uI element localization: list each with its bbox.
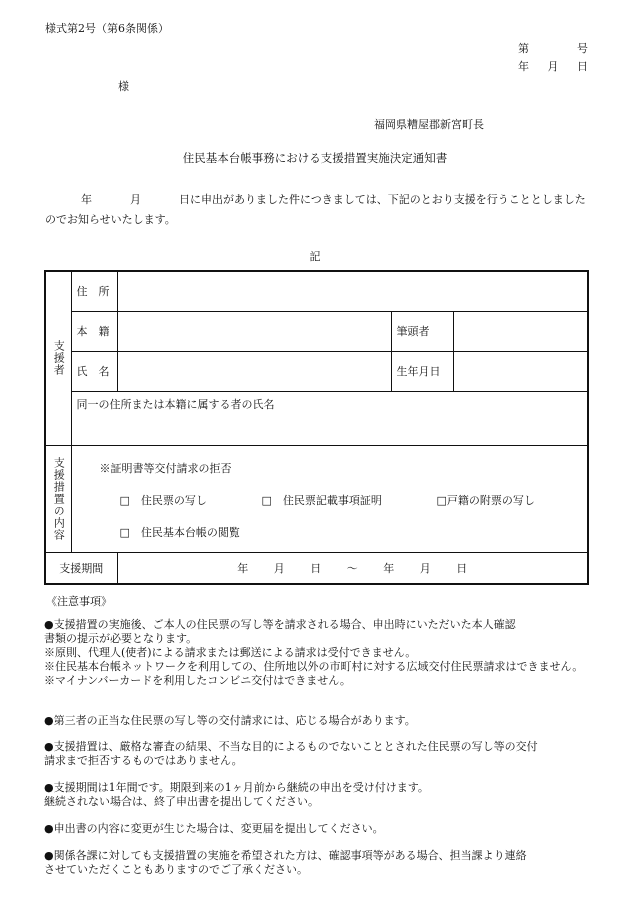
option-koseki-fuhyo-copy[interactable]: □戸籍の附票の写し [436, 493, 535, 507]
note-item: ※原則、代理人(使者)による請求または郵送による請求は受付できません。 [44, 646, 417, 659]
number-prefix: 第 [518, 42, 529, 55]
note-item: 請求まで拒否するものではありません。 [44, 754, 243, 767]
family-names-label: 同一の住所または本籍に属する者の氏名 [76, 397, 275, 411]
period-start-month: 月 [273, 561, 285, 575]
period-start-year: 年 [237, 561, 249, 575]
notes-group-5 [44, 822, 594, 836]
period-end-month: 月 [419, 561, 431, 575]
date-month: 月 [547, 60, 559, 73]
option-juminhyo-copy[interactable]: □ 住民票の写し [119, 493, 207, 507]
notes-heading: 《注意事項》 [46, 595, 112, 608]
head-of-family-field[interactable] [453, 311, 588, 351]
note-item: ※住民基本台帳ネットワークを利用しての、住所地以外の市町村に対する広域交付住民票請求はできません。 [44, 660, 584, 673]
note-item: ●関係各課に対しても支援措置の実施を希望された方は、確認事項等がある場合、担当課より連絡 [44, 849, 527, 862]
support-table [44, 270, 589, 585]
note-item: ●支援措置は、厳格な審査の結果、不当な目的によるものでないこととされた住民票の写し等の交付 [44, 740, 538, 753]
name-field[interactable] [117, 351, 391, 391]
address-field[interactable] [117, 271, 588, 311]
period-end-day: 日 [456, 561, 468, 575]
supporter-label: 支援者 [45, 271, 71, 445]
head-of-family-label: 筆頭者 [391, 311, 453, 351]
honseki-label: 本 籍 [71, 311, 117, 351]
note-item: させていただくこともありますのでご了承ください。 [44, 863, 308, 876]
ki-heading: 記 [309, 250, 321, 263]
date-day: 日 [577, 60, 588, 73]
name-label: 氏 名 [71, 351, 117, 391]
birthdate-label: 生年月日 [391, 351, 453, 391]
family-names-field[interactable] [71, 391, 588, 445]
period-end-year: 年 [383, 561, 395, 575]
period-field[interactable] [117, 552, 588, 584]
number-suffix: 号 [577, 42, 588, 55]
body-month: 月 [130, 193, 141, 206]
addressee-suffix: 様 [118, 80, 129, 93]
notes-group-3 [44, 740, 594, 768]
body-paragraph [45, 190, 590, 230]
note-item: ●支援措置の実施後、ご本人の住民票の写し等を請求される場合、申出時にいただいた本人確認 [44, 618, 516, 631]
notes-group-4 [44, 781, 594, 809]
note-item: 書類の提示が必要となります。 [44, 632, 198, 645]
note-item: ●第三者の正当な住民票の写し等の交付請求には、応じる場合があります。 [44, 714, 416, 727]
notes-group-2 [44, 714, 594, 728]
period-label: 支援期間 [45, 552, 117, 584]
date-year: 年 [518, 60, 529, 73]
notes-group-1 [44, 618, 594, 688]
option-ledger-viewing[interactable]: □ 住民基本台帳の閲覧 [119, 525, 240, 539]
issuer-name: 福岡県糟屋郡新宮町長 [374, 118, 484, 131]
honseki-field[interactable] [117, 311, 391, 351]
note-item: ※マイナンバーカードを利用したコンビニ交付はできません。 [44, 674, 351, 687]
measures-label: 支援措置の内容 [45, 445, 71, 552]
form-number: 様式第2号（第6条関係） [45, 22, 169, 35]
note-item: ●申出書の内容に変更が生じた場合は、変更届を提出してください。 [44, 822, 384, 835]
period-start-day: 日 [310, 561, 322, 575]
address-label: 住 所 [71, 271, 117, 311]
option-juminhyo-certificate[interactable]: □ 住民票記載事項証明 [261, 493, 382, 507]
body-year: 年 [81, 193, 92, 206]
notes-group-6 [44, 849, 594, 877]
document-title: 住民基本台帳事務における支援措置実施決定通知書 [182, 151, 448, 165]
period-tilde: 〜 [346, 561, 358, 575]
birthdate-field[interactable] [453, 351, 588, 391]
note-item: ●支援期間は1年間です。期限到来の1ヶ月前から継続の申出を受け付けます。 [44, 781, 429, 794]
measures-content [71, 445, 588, 552]
note-item: 継続されない場合は、終了申出書を提出してください。 [44, 795, 319, 808]
issue-date-line [518, 58, 588, 74]
measures-title: ※証明書等交付請求の拒否 [99, 461, 232, 475]
document-number-line [518, 40, 588, 56]
body-text: 日に申出がありました件につきましては、下記のとおり支援を行うこととしましたのでお知らせいたします。 [45, 193, 586, 226]
